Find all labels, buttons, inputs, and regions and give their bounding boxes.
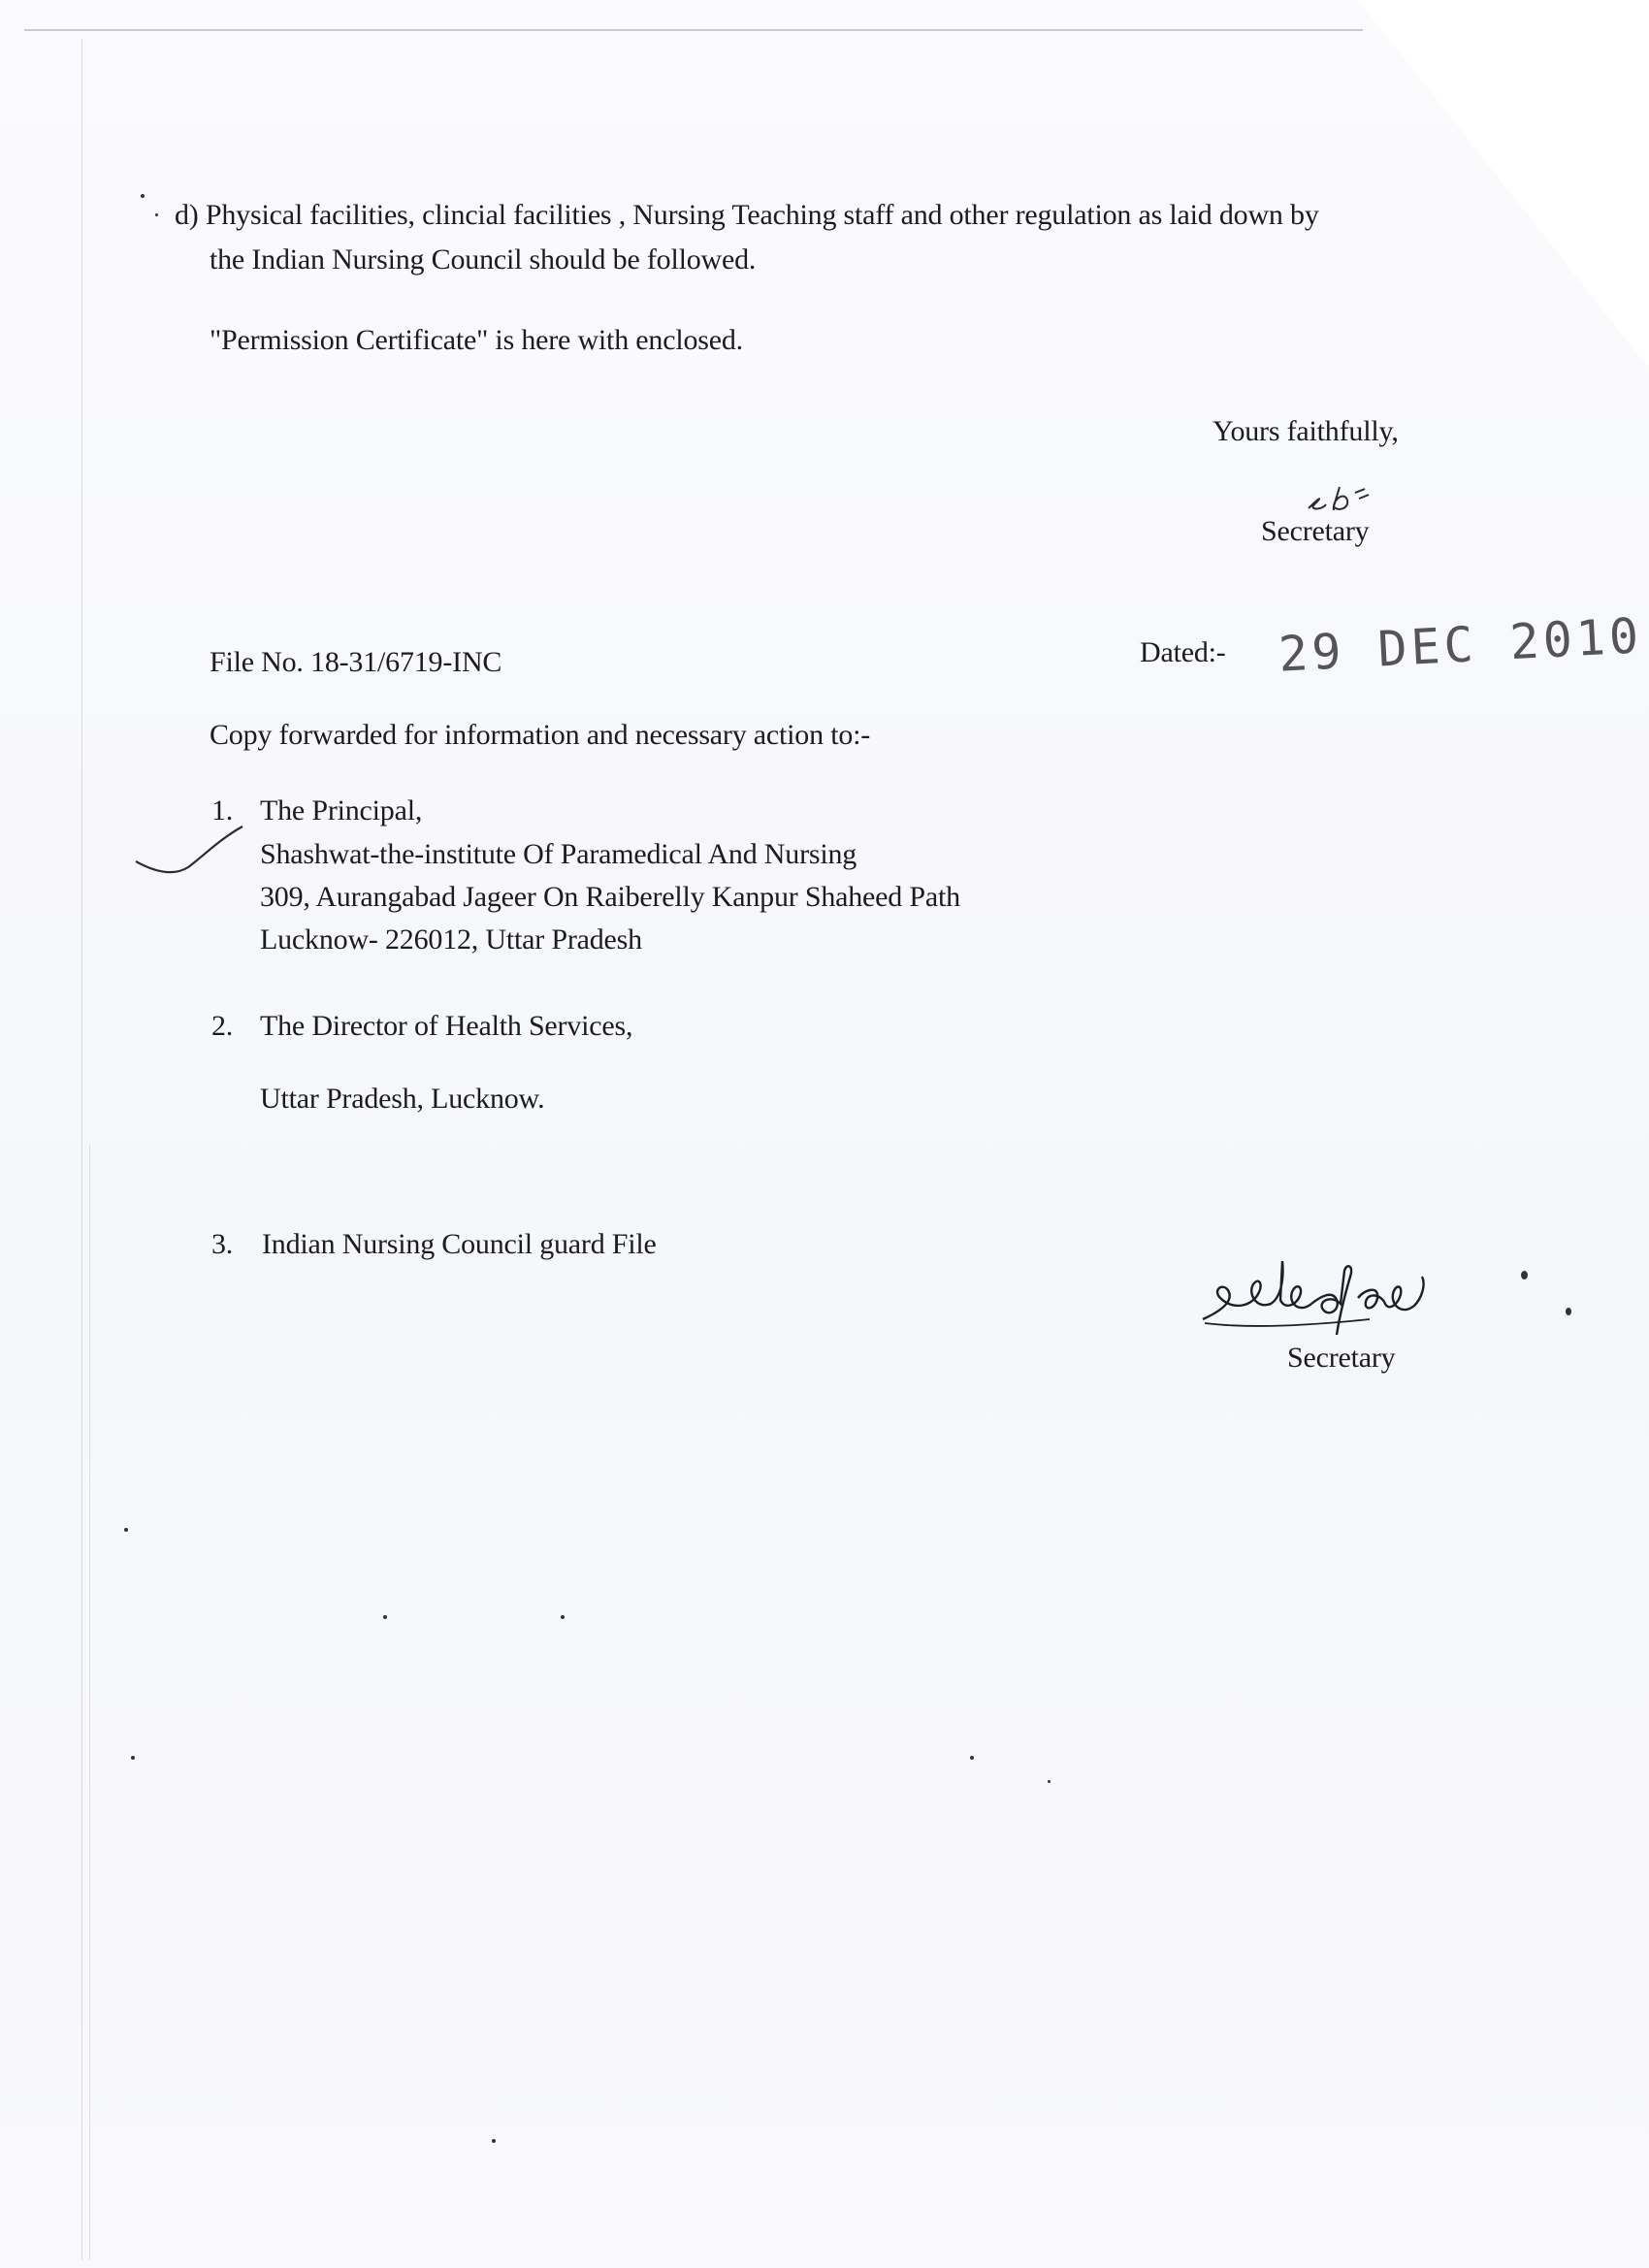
recipient-1-line3: 309, Aurangabad Jageer On Raiberelly Kanpur Shaheed Path	[260, 881, 960, 913]
scan-speck	[970, 1756, 974, 1760]
dated-label: Dated:-	[1140, 636, 1226, 668]
recipient-2-line1: The Director of Health Services,	[260, 1010, 633, 1042]
scan-speck	[1521, 1271, 1528, 1280]
condition-d-line1: d) Physical facilities, clincial facilities , Nursing Teaching staff and other regulation as laid down by	[175, 199, 1319, 231]
recipient-3-number: 3.	[211, 1228, 234, 1260]
file-number: File No. 18-31/6719-INC	[210, 646, 502, 678]
recipient-1-line4: Lucknow- 226012, Uttar Pradesh	[260, 923, 642, 956]
recipient-1-line2: Shashwat-the-institute Of Paramedical And Nursing	[260, 838, 857, 870]
enclosure-line: "Permission Certificate" is here with enclosed.	[210, 324, 743, 356]
recipient-2-number: 2.	[211, 1010, 234, 1042]
footer-signatory-title: Secretary	[1287, 1342, 1396, 1374]
salutation: Yours faithfully,	[1212, 415, 1399, 447]
copy-forwarded-intro: Copy forwarded for information and necessary action to:-	[210, 719, 871, 751]
scan-speck	[561, 1615, 565, 1619]
folded-corner	[1358, 0, 1649, 369]
scan-speck	[1566, 1308, 1571, 1315]
date-stamp: 29 DEC 2010	[1277, 607, 1644, 683]
condition-d-line2: the Indian Nursing Council should be followed.	[210, 243, 757, 275]
scan-speck	[1048, 1780, 1051, 1783]
scan-speck	[131, 1756, 135, 1760]
page-edge-top	[24, 29, 1363, 31]
signatory-title: Secretary	[1261, 515, 1370, 547]
scan-speck	[383, 1615, 387, 1619]
scan-speck	[124, 1528, 128, 1532]
recipient-3-line1: Indian Nursing Council guard File	[262, 1228, 657, 1260]
scan-speck	[155, 213, 158, 216]
secretary-signature	[1195, 1242, 1447, 1348]
page-edge-left	[81, 39, 82, 2260]
recipient-1-line1: The Principal,	[260, 794, 423, 826]
scan-speck	[141, 194, 145, 198]
tick-mark	[134, 825, 250, 883]
scan-speck	[492, 2139, 496, 2143]
recipient-2-line2: Uttar Pradesh, Lucknow.	[260, 1083, 545, 1115]
page-edge-left-inner	[89, 1145, 90, 2260]
recipient-1-number: 1.	[211, 794, 234, 826]
